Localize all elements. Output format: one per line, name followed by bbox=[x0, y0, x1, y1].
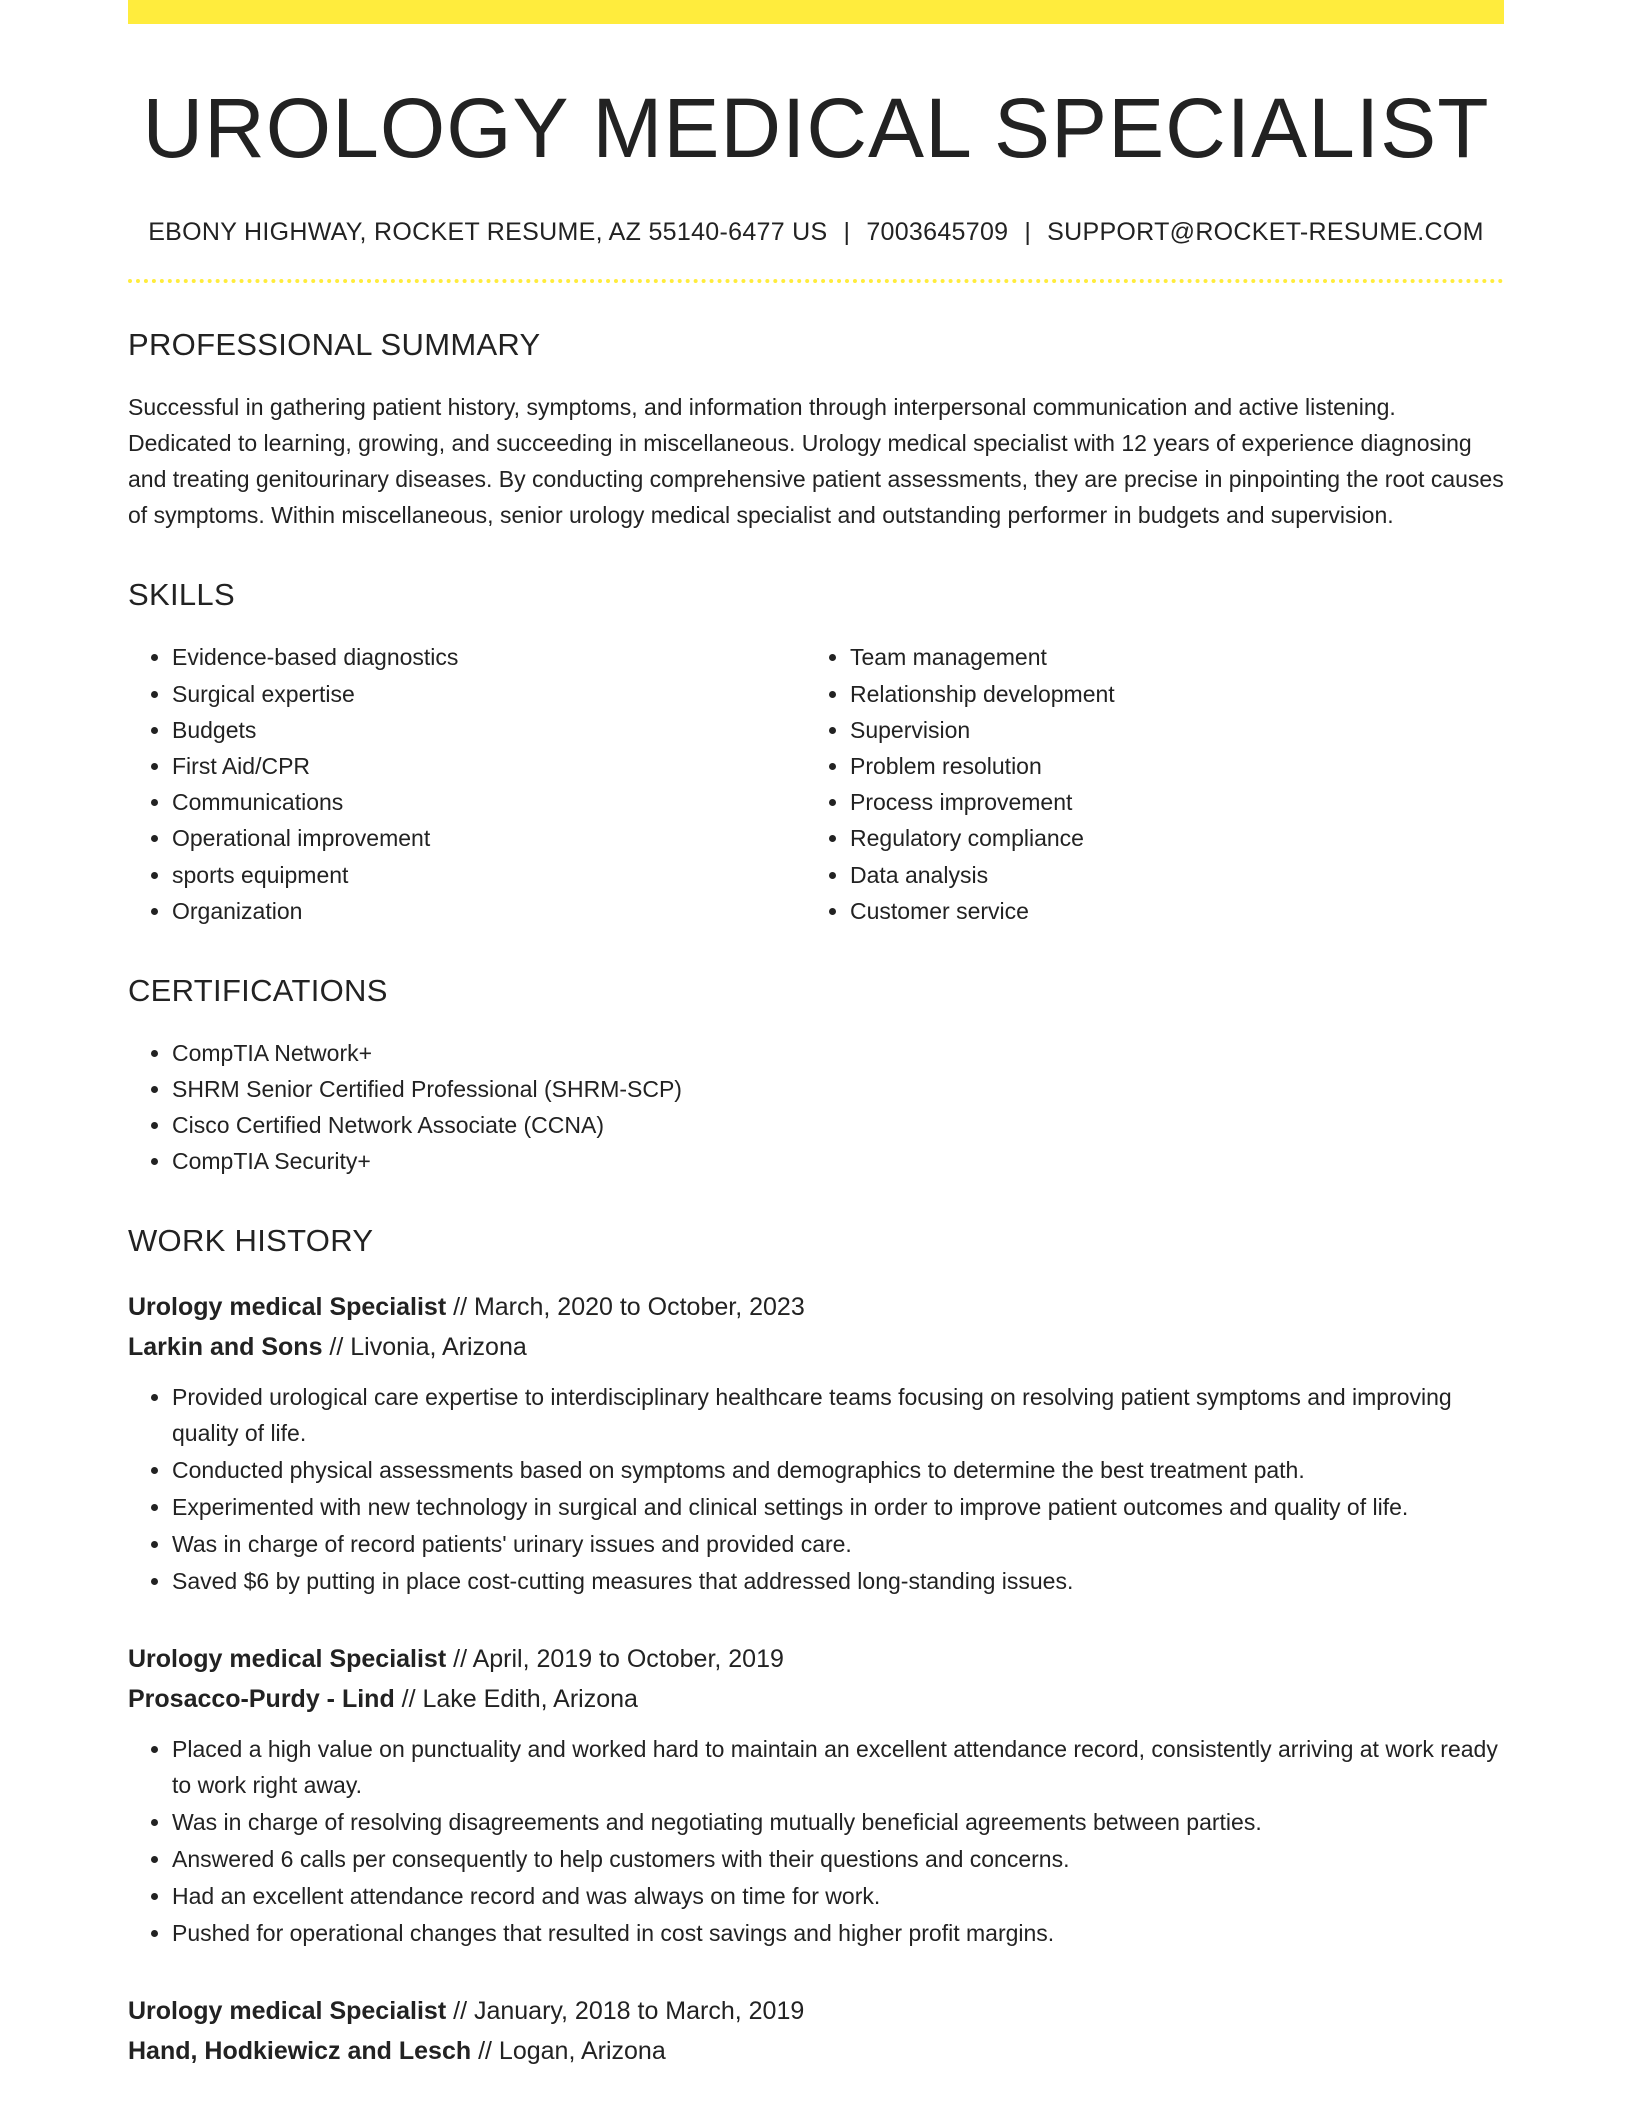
certifications-list bbox=[128, 1035, 1504, 1179]
job-bullets bbox=[128, 1731, 1504, 1951]
job-location: // Livonia, Arizona bbox=[322, 1333, 527, 1362]
job-company-line bbox=[128, 2031, 1504, 2071]
job-bullet: • Saved $6 by putting in place cost-cutting measures that addressed long-standing issues. bbox=[172, 1563, 1504, 1599]
job-bullet: • Was in charge of resolving disagreements and negotiating mutually beneficial agreements between parties. bbox=[172, 1804, 1504, 1840]
top-accent-bar bbox=[128, 0, 1504, 24]
job-dates: // April, 2019 to October, 2019 bbox=[446, 1645, 784, 1674]
job-company: Prosacco-Purdy - Lind bbox=[128, 1685, 395, 1714]
job-location: // Logan, Arizona bbox=[471, 2037, 666, 2066]
resume-title: UROLOGY MEDICAL SPECIALIST bbox=[142, 81, 1490, 175]
skill-item: • Surgical expertise bbox=[172, 676, 806, 712]
dotted-divider bbox=[128, 279, 1504, 283]
job-bullet: • Placed a high value on punctuality and worked hard to maintain an excellent attendance record, consistently arriving at work ready to work right away. bbox=[172, 1731, 1504, 1803]
skills-column-left bbox=[128, 639, 806, 929]
skill-item: • Evidence-based diagnostics bbox=[172, 639, 806, 675]
job-bullet: • Conducted physical assessments based on symptoms and demographics to determine the best treatment path. bbox=[172, 1452, 1504, 1488]
job-dates: // January, 2018 to March, 2019 bbox=[446, 1997, 805, 2026]
resume-page bbox=[128, 0, 1504, 2071]
job-bullets bbox=[128, 1379, 1504, 1599]
job-bullet: • Experimented with new technology in surgical and clinical settings in order to improve patient outcomes and quality of life. bbox=[172, 1489, 1504, 1525]
skill-item: • Communications bbox=[172, 784, 806, 820]
job-bullet: • Had an excellent attendance record and was always on time for work. bbox=[172, 1878, 1504, 1914]
skills-list-left bbox=[128, 639, 806, 929]
certification-item: • Cisco Certified Network Associate (CCNA) bbox=[172, 1107, 1504, 1143]
summary-text: Successful in gathering patient history, symptoms, and information through interpersonal communication and active listening. Dedicated to learning, growing, and succeeding in miscellaneous. Urology medical specialist with 12 years of experience diagnosing and treating genitourinary diseases. By conducting comprehensive patient assessments, they are precise in pinpointing the root causes of symptoms. Within miscellaneous, senior urology medical specialist and outstanding performer in budgets and supervision. bbox=[128, 394, 1504, 529]
skill-item: • Relationship development bbox=[850, 676, 1484, 712]
job-title-line bbox=[128, 1287, 1504, 1327]
job-location: // Lake Edith, Arizona bbox=[394, 1685, 638, 1714]
job-entry bbox=[128, 1287, 1504, 1599]
job-entry bbox=[128, 1991, 1504, 2071]
summary-heading: PROFESSIONAL SUMMARY bbox=[128, 327, 541, 363]
skill-item: • Customer service bbox=[850, 893, 1484, 929]
contact-line bbox=[128, 218, 1504, 247]
skill-item: • Data analysis bbox=[850, 857, 1484, 893]
skills-column-right bbox=[806, 639, 1484, 929]
skill-item: • Organization bbox=[172, 893, 806, 929]
skills-grid bbox=[128, 639, 1504, 929]
skill-item: • sports equipment bbox=[172, 857, 806, 893]
skill-item: • First Aid/CPR bbox=[172, 748, 806, 784]
job-bullet: • Was in charge of record patients' urinary issues and provided care. bbox=[172, 1526, 1504, 1562]
job-title: Urology medical Specialist bbox=[128, 1293, 447, 1322]
job-title: Urology medical Specialist bbox=[128, 1645, 447, 1674]
job-entry bbox=[128, 1639, 1504, 1951]
contact-address: EBONY HIGHWAY, ROCKET RESUME, AZ 55140-6477 US bbox=[148, 218, 828, 247]
certification-item: • CompTIA Network+ bbox=[172, 1035, 1504, 1071]
certification-item: • SHRM Senior Certified Professional (SHRM-SCP) bbox=[172, 1071, 1504, 1107]
job-bullet: • Answered 6 calls per consequently to help customers with their questions and concerns. bbox=[172, 1841, 1504, 1877]
job-dates: // March, 2020 to October, 2023 bbox=[446, 1293, 805, 1322]
contact-email: SUPPORT@ROCKET-RESUME.COM bbox=[1047, 218, 1484, 247]
certification-item: • CompTIA Security+ bbox=[172, 1143, 1504, 1179]
job-bullet: • Provided urological care expertise to interdisciplinary healthcare teams focusing on resolving patient symptoms and improving quality of life. bbox=[172, 1379, 1504, 1451]
skills-list-right bbox=[806, 639, 1484, 929]
job-company-line bbox=[128, 1327, 1504, 1367]
skills-heading: SKILLS bbox=[128, 577, 235, 613]
job-title: Urology medical Specialist bbox=[128, 1997, 447, 2026]
job-title-line bbox=[128, 1991, 1504, 2031]
certifications-heading: CERTIFICATIONS bbox=[128, 973, 388, 1009]
skill-item: • Process improvement bbox=[850, 784, 1484, 820]
job-bullet: • Pushed for operational changes that resulted in cost savings and higher profit margins. bbox=[172, 1915, 1504, 1951]
skill-item: • Team management bbox=[850, 639, 1484, 675]
job-title-line bbox=[128, 1639, 1504, 1679]
skill-item: • Regulatory compliance bbox=[850, 820, 1484, 856]
skill-item: • Problem resolution bbox=[850, 748, 1484, 784]
skill-item: • Operational improvement bbox=[172, 820, 806, 856]
job-company: Hand, Hodkiewicz and Lesch bbox=[128, 2037, 472, 2066]
work-history-heading: WORK HISTORY bbox=[128, 1223, 374, 1259]
skill-item: • Supervision bbox=[850, 712, 1484, 748]
job-company: Larkin and Sons bbox=[128, 1333, 323, 1362]
skill-item: • Budgets bbox=[172, 712, 806, 748]
contact-separator: | bbox=[1024, 218, 1032, 247]
contact-phone: 7003645709 bbox=[866, 218, 1009, 247]
job-company-line bbox=[128, 1679, 1504, 1719]
contact-separator: | bbox=[843, 218, 851, 247]
